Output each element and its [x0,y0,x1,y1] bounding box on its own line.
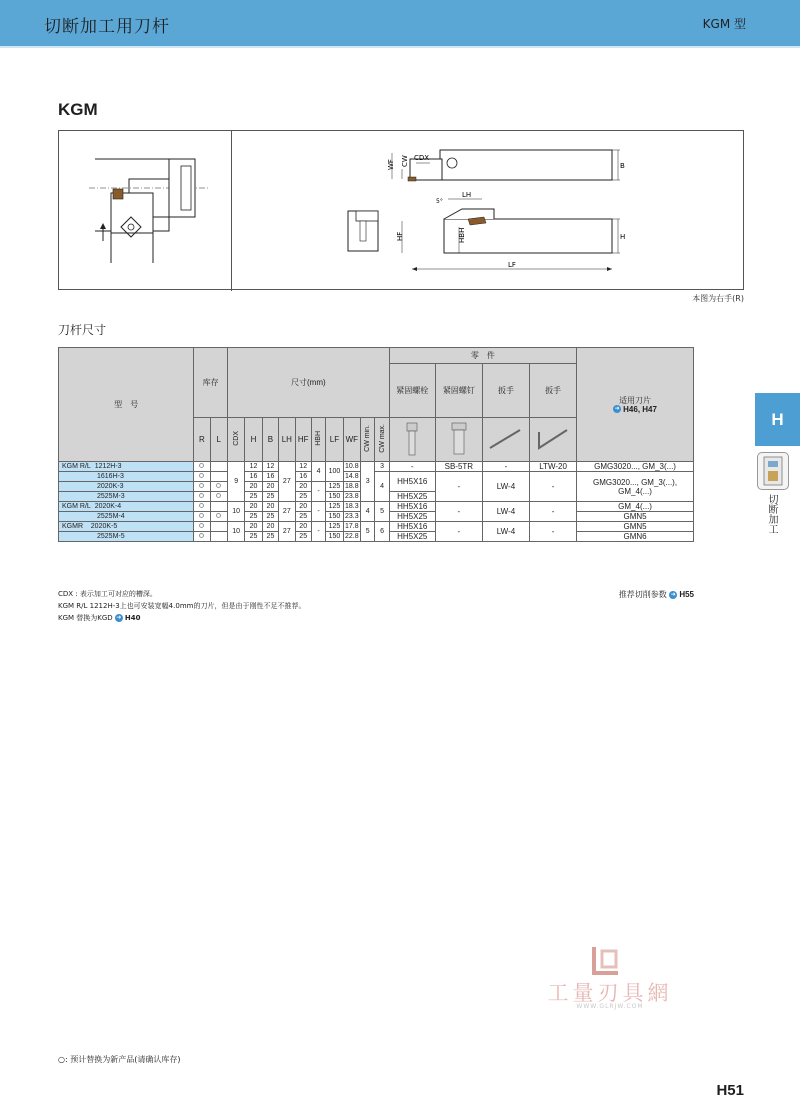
stock-circle-icon [199,483,204,488]
col-wrench1: 扳手 [482,364,529,418]
stock-circle-icon [199,533,204,538]
figure-note: 本图为右手(R) [692,294,744,303]
watermark-url: WWW.GLRJW.COM [576,1003,644,1010]
col-clamp-screw: 紧固螺栓 [389,364,435,418]
col-hf: HF [295,418,311,462]
note-replace: KGM 替换为KGD ➜ H40 [58,614,141,622]
dim-angle: 5° [436,198,443,205]
note-cdx: CDX : 表示加工可对应的槽深。 [58,590,157,598]
dim-lh: LH [462,191,472,199]
stock-circle-icon [199,463,204,468]
table-row: KGMR 2020K-5 10 20 20 27 20 - 125 17.8 5 6 HH5X16 - LW-4 - GMN5 [59,522,694,532]
col-h: H [245,418,262,462]
section-tab-label: 切断加工 [766,494,777,534]
col-b: B [262,418,278,462]
watermark [530,945,690,1015]
stock-circle-icon [199,523,204,528]
col-l: L [210,418,227,462]
clamp-screw-icon [389,418,435,462]
section-tab-h[interactable]: H [755,393,800,446]
table-row: 2525M-4 25 25 25 150 23.3 HH5X25 GMN5 [59,512,694,522]
stock-circle-icon [199,503,204,508]
table-row: 2525M-5 25 25 25 150 22.8 HH5X25 GMN6 [59,532,694,542]
note-1212: KGM R/L 1212H-3上也可安装宽幅4.0mm的刀片，但是由于刚性不足不推荐。 [58,602,306,610]
col-lf: LF [326,418,343,462]
dim-wf: WF [387,159,395,170]
watermark-logo-icon [588,945,624,977]
col-cdx: CDX [227,418,244,462]
header-divider [0,46,800,48]
page-header [0,0,800,46]
col-wrench2: 扳手 [530,364,577,418]
screw-icon [435,418,482,462]
col-dims: 尺寸(mm) [227,348,389,418]
stock-legend: ○: 预计替换为新产品(请确认库存) [58,1055,181,1064]
dim-b: B [620,162,625,170]
tool-drawing [58,130,744,290]
col-parts: 零 件 [389,348,576,364]
page-number: H51 [716,1082,744,1099]
arrow-ref-icon: ➜ [116,614,122,621]
col-stock: 库存 [194,348,228,418]
application-sketch [59,131,231,291]
note-replace-ref[interactable]: H40 [124,614,141,622]
col-cw-max: CW max. [375,418,389,462]
col-lh: LH [279,418,295,462]
table-row: 1616H-3 16 16 16 14.8 4 HH5X16 - LW-4 - GMG3020..., GM_3(...), GM_4(...) [59,472,694,482]
stock-circle-icon [199,513,204,518]
stock-circle-icon [199,473,204,478]
subsection-title: 刀杆尺寸 [58,323,107,337]
dim-lf: LF [508,261,516,269]
cutting-params-ref[interactable]: 推荐切削参数 ➜ H55 [618,590,694,599]
holder-dimension-table [58,347,694,542]
table-row: 2525M-3 25 25 25 150 23.8 HH5X25 [59,492,694,502]
parting-tool-icon [757,452,789,490]
table-notes [58,588,305,624]
wrench-icon [482,418,529,462]
col-cw-min: CW min. [361,418,375,462]
arrow-ref-icon: ➜ [670,590,676,598]
table-row: KGM R/L 1212H-3 9 12 12 27 12 4 100 10.8 3 3 - SB-5TR - LTW-20 GMG3020..., GM_3(...) [59,462,694,472]
stock-circle-icon [199,493,204,498]
header-type-label: KGM 型 [702,17,746,31]
dim-cdx: CDX [414,154,430,162]
arrow-ref-icon: ➜ [614,406,620,413]
table-row: 2020K-3 20 20 20 - 125 18.8 [59,482,694,492]
header-title: 切断加工用刀杆 [44,17,170,37]
table-row: KGM R/L 2020K-4 10 20 20 27 20 - 125 18.3 4 5 HH5X16 - LW-4 - GM_4(...) [59,502,694,512]
l-wrench-icon [530,418,577,462]
section-title: KGM [58,100,98,119]
col-hbh: HBH [311,418,325,462]
col-insert: 适用刀片 ➜ H46, H47 [577,348,694,462]
stock-circle-icon [216,513,221,518]
dim-hbh: HBH [458,227,466,243]
dim-h: H [620,233,626,241]
stock-circle-icon [216,493,221,498]
stock-circle-icon [216,483,221,488]
col-wf: WF [343,418,360,462]
watermark-name: 工量刃具網 [547,981,673,1005]
dim-hf: HF [396,231,404,241]
col-r: R [194,418,210,462]
col-screw: 紧固螺钉 [435,364,482,418]
col-model: 型 号 [59,348,194,462]
dim-cw: CW [401,155,409,167]
dimension-drawing [232,131,744,291]
